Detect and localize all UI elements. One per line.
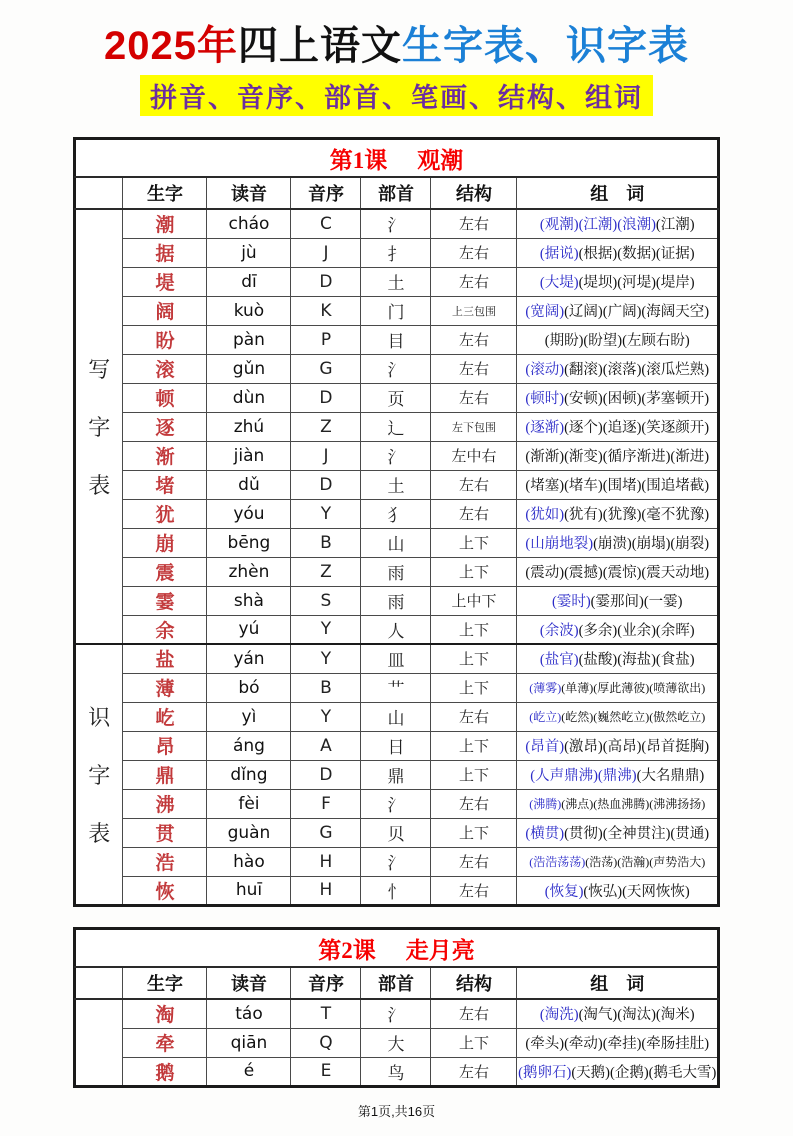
character-cell: 阔 [123, 296, 207, 325]
pinyin-cell: yì [207, 702, 291, 731]
pinyin-cell: áng [207, 731, 291, 760]
lesson-name: 走月亮 [405, 937, 475, 963]
alphabetical-order-cell: Y [291, 499, 361, 528]
words-cell [517, 383, 718, 412]
pinyin-cell: dī [207, 267, 291, 296]
words-cell [517, 557, 718, 586]
words-regular: (牵头)(牵动)(牵挂)(牵肠挂肚) [525, 1036, 710, 1052]
character-cell: 鹅 [123, 1057, 207, 1086]
structure-cell: 上三包围 [431, 296, 517, 325]
pinyin-cell: kuò [207, 296, 291, 325]
character-cell: 潮 [123, 209, 207, 238]
character-cell: 浩 [123, 847, 207, 876]
words-highlighted: (屹立) [529, 710, 562, 724]
words-cell [517, 702, 718, 731]
words-cell [517, 876, 718, 905]
structure-cell: 上下 [431, 528, 517, 557]
pinyin-cell: yú [207, 615, 291, 644]
character-row [75, 876, 718, 905]
character-cell: 堵 [123, 470, 207, 499]
words-regular: (屹然)(巍然屹立)(傲然屹立) [561, 710, 706, 724]
words-cell [517, 1057, 718, 1086]
page-title-part: 生字表、识字表 [401, 24, 689, 68]
words-cell [517, 1028, 718, 1057]
words-cell [517, 354, 718, 383]
words-regular: (震动)(震撼)(震惊)(震天动地) [525, 565, 710, 581]
words-cell [517, 731, 718, 760]
group-label-empty [75, 999, 123, 1086]
lesson-title-row [75, 139, 718, 177]
column-header: 音序 [291, 177, 361, 209]
character-cell: 贯 [123, 818, 207, 847]
character-cell: 震 [123, 557, 207, 586]
words-cell [517, 999, 718, 1028]
character-cell: 渐 [123, 441, 207, 470]
words-cell [517, 615, 718, 644]
words-cell [517, 789, 718, 818]
words-regular: (贯彻)(全神贯注)(贯通) [564, 826, 710, 842]
structure-cell: 左右 [431, 847, 517, 876]
structure-cell: 左右 [431, 702, 517, 731]
alphabetical-order-cell: Y [291, 615, 361, 644]
group-label-char: 字 [88, 415, 111, 440]
words-regular: (翻滚)(滚落)(滚瓜烂熟) [564, 362, 710, 378]
radical-cell: 门 [361, 296, 431, 325]
structure-cell: 上下 [431, 557, 517, 586]
character-row [75, 383, 718, 412]
character-cell: 崩 [123, 528, 207, 557]
words-cell [517, 499, 718, 528]
column-header-row [75, 177, 718, 209]
lesson-number: 第1课 [329, 147, 388, 173]
column-header: 读音 [207, 177, 291, 209]
radical-cell: 辶 [361, 412, 431, 441]
pinyin-cell: yán [207, 644, 291, 673]
character-row [75, 238, 718, 267]
alphabetical-order-cell: Y [291, 644, 361, 673]
words-regular: (激昂)(高昂)(昂首挺胸) [564, 739, 710, 755]
structure-cell: 左下包围 [431, 412, 517, 441]
words-regular: (渐渐)(渐变)(循序渐进)(渐进) [525, 449, 710, 465]
column-header: 部首 [361, 177, 431, 209]
words-regular: (霎那间)(一霎) [590, 594, 683, 610]
radical-cell: 大 [361, 1028, 431, 1057]
character-cell: 屹 [123, 702, 207, 731]
words-highlighted: (薄雾) [529, 681, 562, 695]
corner-cell [75, 967, 123, 999]
words-highlighted: (盐官) [539, 652, 579, 669]
words-highlighted: (大堤) [539, 275, 579, 291]
radical-cell: 雨 [361, 557, 431, 586]
words-cell [517, 586, 718, 615]
pinyin-cell: cháo [207, 209, 291, 238]
radical-cell: 氵 [361, 441, 431, 470]
alphabetical-order-cell: D [291, 267, 361, 296]
alphabetical-order-cell: G [291, 818, 361, 847]
character-row [75, 209, 718, 238]
structure-cell: 左中右 [431, 441, 517, 470]
column-header: 结构 [431, 177, 517, 209]
character-row [75, 528, 718, 557]
lesson-number: 第2课 [318, 937, 376, 963]
group-label-char: 字 [88, 763, 111, 788]
structure-cell: 上下 [431, 818, 517, 847]
structure-cell: 左右 [431, 876, 517, 905]
words-regular: (堵塞)(堵车)(围堵)(围追堵截) [525, 478, 710, 494]
structure-cell: 左右 [431, 209, 517, 238]
group-label-char: 表 [88, 821, 111, 846]
structure-cell: 上下 [431, 673, 517, 702]
words-regular: (根据)(数据)(证据) [578, 246, 695, 262]
lesson-title [75, 929, 718, 967]
character-cell: 薄 [123, 673, 207, 702]
alphabetical-order-cell: D [291, 383, 361, 412]
words-cell [517, 267, 718, 296]
column-header: 生字 [123, 967, 207, 999]
radical-cell: 氵 [361, 354, 431, 383]
character-cell: 盼 [123, 325, 207, 354]
pinyin-cell: dǔ [207, 470, 291, 499]
character-cell: 逐 [123, 412, 207, 441]
pinyin-cell: jù [207, 238, 291, 267]
alphabetical-order-cell: K [291, 296, 361, 325]
character-cell: 恢 [123, 876, 207, 905]
character-cell: 霎 [123, 586, 207, 615]
page-subtitle: 拼音、音序、部首、笔画、结构、组词 [140, 75, 653, 116]
structure-cell: 上下 [431, 760, 517, 789]
alphabetical-order-cell: P [291, 325, 361, 354]
words-highlighted: (余波) [539, 622, 579, 639]
alphabetical-order-cell: T [291, 999, 361, 1028]
pinyin-cell: dùn [207, 383, 291, 412]
character-row [75, 412, 718, 441]
page-subtitle-row [0, 75, 793, 116]
alphabetical-order-cell: C [291, 209, 361, 238]
radical-cell: 氵 [361, 999, 431, 1028]
words-highlighted: (据说) [539, 246, 579, 262]
words-cell [517, 209, 718, 238]
alphabetical-order-cell: Z [291, 557, 361, 586]
alphabetical-order-cell: B [291, 528, 361, 557]
page-title [0, 14, 793, 71]
character-row [75, 296, 718, 325]
pinyin-cell: bēng [207, 528, 291, 557]
group-label-xiezibiao [75, 209, 123, 644]
structure-cell: 左右 [431, 383, 517, 412]
alphabetical-order-cell: Q [291, 1028, 361, 1057]
group-label-text [76, 701, 123, 848]
alphabetical-order-cell: J [291, 441, 361, 470]
structure-cell: 上下 [431, 615, 517, 644]
character-cell: 鼎 [123, 760, 207, 789]
words-regular: (天鹅)(企鹅)(鹅毛大雪) [571, 1064, 717, 1081]
column-header: 结构 [431, 967, 517, 999]
character-row [75, 999, 718, 1028]
character-row [75, 354, 718, 383]
lesson-name: 观潮 [417, 147, 464, 173]
words-highlighted: (宽阔) [525, 304, 565, 320]
words-regular: (期盼)(盼望)(左顾右盼) [544, 333, 690, 349]
character-row [75, 325, 718, 354]
alphabetical-order-cell: Y [291, 702, 361, 731]
page-title-part: 四上语文 [237, 24, 402, 68]
words-cell [517, 238, 718, 267]
radical-cell: 扌 [361, 238, 431, 267]
words-highlighted: (浩浩荡荡) [529, 855, 586, 869]
character-cell: 盐 [123, 644, 207, 673]
structure-cell: 左右 [431, 1057, 517, 1086]
words-regular: (单薄)(厚此薄彼)(喷薄欲出) [561, 681, 706, 695]
column-header: 组 词 [517, 967, 718, 999]
structure-cell: 上下 [431, 731, 517, 760]
radical-cell: 雨 [361, 586, 431, 615]
words-highlighted: (淘洗) [539, 1007, 579, 1024]
radical-cell: 艹 [361, 673, 431, 702]
radical-cell: 贝 [361, 818, 431, 847]
group-label-text [76, 353, 123, 500]
pinyin-cell: dǐng [207, 760, 291, 789]
words-highlighted: (观潮)(江潮)(浪潮) [539, 217, 656, 234]
words-cell [517, 441, 718, 470]
character-row [75, 818, 718, 847]
group-label-char: 写 [88, 357, 111, 382]
words-highlighted: (恢复) [544, 883, 584, 900]
radical-cell: 土 [361, 470, 431, 499]
words-highlighted: (横贯) [525, 826, 565, 842]
lesson-title-row [75, 929, 718, 967]
words-highlighted: (山崩地裂) [525, 536, 594, 552]
words-regular: (逐个)(追逐)(笑逐颜开) [564, 420, 710, 436]
pinyin-cell: huī [207, 876, 291, 905]
structure-cell: 左右 [431, 354, 517, 383]
words-cell [517, 644, 718, 673]
radical-cell: 页 [361, 383, 431, 412]
words-highlighted: (逐渐) [525, 420, 565, 436]
words-highlighted: (犹如) [525, 507, 565, 523]
alphabetical-order-cell: G [291, 354, 361, 383]
words-highlighted: (霎时) [552, 594, 591, 610]
words-regular: (恢弘)(天网恢恢) [583, 883, 690, 900]
pinyin-cell: gǔn [207, 354, 291, 383]
lesson-table [74, 928, 719, 1087]
pinyin-cell: hào [207, 847, 291, 876]
words-cell [517, 325, 718, 354]
character-row [75, 644, 718, 673]
lesson-tables-container [0, 138, 793, 1087]
pinyin-cell: yóu [207, 499, 291, 528]
pinyin-cell: é [207, 1057, 291, 1086]
words-regular: (崩溃)(崩塌)(崩裂) [593, 536, 710, 552]
radical-cell: 鼎 [361, 760, 431, 789]
words-regular: (浩荡)(浩瀚)(声势浩大) [585, 855, 706, 869]
character-row [75, 731, 718, 760]
alphabetical-order-cell: A [291, 731, 361, 760]
words-highlighted: (鹅卵石) [518, 1064, 572, 1081]
alphabetical-order-cell: F [291, 789, 361, 818]
words-regular: (辽阔)(广阔)(海阔天空) [564, 304, 710, 320]
radical-cell: 人 [361, 615, 431, 644]
radical-cell: 山 [361, 702, 431, 731]
corner-cell [75, 177, 123, 209]
character-cell: 淘 [123, 999, 207, 1028]
words-regular: (安顿)(困顿)(茅塞顿开) [564, 391, 710, 407]
pinyin-cell: pàn [207, 325, 291, 354]
pinyin-cell: fèi [207, 789, 291, 818]
column-header: 生字 [123, 177, 207, 209]
alphabetical-order-cell: S [291, 586, 361, 615]
character-cell: 据 [123, 238, 207, 267]
character-cell: 顿 [123, 383, 207, 412]
words-cell [517, 847, 718, 876]
pinyin-cell: bó [207, 673, 291, 702]
words-highlighted: (昂首) [525, 739, 565, 755]
page-number: 第1页,共16页 [357, 1104, 436, 1119]
character-row [75, 789, 718, 818]
character-row [75, 1057, 718, 1086]
character-row [75, 586, 718, 615]
pinyin-cell: zhú [207, 412, 291, 441]
character-row [75, 702, 718, 731]
alphabetical-order-cell: J [291, 238, 361, 267]
words-cell [517, 673, 718, 702]
character-row [75, 760, 718, 789]
radical-cell: 土 [361, 267, 431, 296]
column-header: 音序 [291, 967, 361, 999]
character-row [75, 267, 718, 296]
page-title-part: 2025年 [104, 24, 238, 68]
words-cell [517, 296, 718, 325]
group-label-char: 识 [88, 705, 111, 730]
pinyin-cell: zhèn [207, 557, 291, 586]
radical-cell: 皿 [361, 644, 431, 673]
structure-cell: 上下 [431, 644, 517, 673]
structure-cell: 左右 [431, 999, 517, 1028]
words-regular: (沸点)(热血沸腾)(沸沸扬扬) [561, 797, 706, 811]
pinyin-cell: jiàn [207, 441, 291, 470]
column-header: 读音 [207, 967, 291, 999]
worksheet-page [0, 14, 793, 1136]
radical-cell: 氵 [361, 789, 431, 818]
lesson-table [74, 138, 719, 906]
words-regular: (多余)(业余)(余晖) [578, 622, 695, 639]
character-row [75, 847, 718, 876]
structure-cell: 左右 [431, 238, 517, 267]
group-label-shizibiao [75, 644, 123, 905]
alphabetical-order-cell: D [291, 760, 361, 789]
pinyin-cell: shà [207, 586, 291, 615]
words-regular: (江潮) [655, 217, 695, 234]
alphabetical-order-cell: H [291, 876, 361, 905]
character-cell: 昂 [123, 731, 207, 760]
structure-cell: 上下 [431, 1028, 517, 1057]
character-row [75, 673, 718, 702]
pinyin-cell: guàn [207, 818, 291, 847]
words-highlighted: (沸腾) [529, 797, 562, 811]
words-regular: (淘气)(淘汰)(淘米) [578, 1007, 695, 1024]
character-row [75, 1028, 718, 1057]
alphabetical-order-cell: B [291, 673, 361, 702]
alphabetical-order-cell: D [291, 470, 361, 499]
character-cell: 牵 [123, 1028, 207, 1057]
structure-cell: 上中下 [431, 586, 517, 615]
character-cell: 沸 [123, 789, 207, 818]
words-cell [517, 412, 718, 441]
radical-cell: 忄 [361, 876, 431, 905]
radical-cell: 目 [361, 325, 431, 354]
character-cell: 犹 [123, 499, 207, 528]
character-cell: 余 [123, 615, 207, 644]
pinyin-cell: qiān [207, 1028, 291, 1057]
words-highlighted: (人声鼎沸)(鼎沸) [530, 768, 637, 784]
radical-cell: 犭 [361, 499, 431, 528]
words-regular: (大名鼎鼎) [636, 768, 705, 784]
character-cell: 滚 [123, 354, 207, 383]
radical-cell: 氵 [361, 209, 431, 238]
words-cell [517, 528, 718, 557]
words-cell [517, 760, 718, 789]
structure-cell: 左右 [431, 499, 517, 528]
group-label-char: 表 [88, 473, 111, 498]
structure-cell: 左右 [431, 470, 517, 499]
radical-cell: 氵 [361, 847, 431, 876]
words-regular: (堤坝)(河堤)(堤岸) [578, 275, 695, 291]
structure-cell: 左右 [431, 789, 517, 818]
character-row [75, 499, 718, 528]
column-header: 组 词 [517, 177, 718, 209]
words-cell [517, 818, 718, 847]
words-cell [517, 470, 718, 499]
lesson-title [75, 139, 718, 177]
radical-cell: 山 [361, 528, 431, 557]
radical-cell: 日 [361, 731, 431, 760]
words-regular: (犹有)(犹豫)(毫不犹豫) [564, 507, 710, 523]
column-header-row [75, 967, 718, 999]
structure-cell: 左右 [431, 325, 517, 354]
character-row [75, 615, 718, 644]
column-header: 部首 [361, 967, 431, 999]
character-row [75, 557, 718, 586]
character-row [75, 470, 718, 499]
words-highlighted: (顿时) [525, 391, 565, 407]
radical-cell: 鸟 [361, 1057, 431, 1086]
pinyin-cell: táo [207, 999, 291, 1028]
character-row [75, 441, 718, 470]
words-regular: (盐酸)(海盐)(食盐) [578, 652, 695, 669]
alphabetical-order-cell: H [291, 847, 361, 876]
alphabetical-order-cell: Z [291, 412, 361, 441]
structure-cell: 左右 [431, 267, 517, 296]
character-cell: 堤 [123, 267, 207, 296]
words-highlighted: (滚动) [525, 362, 565, 378]
alphabetical-order-cell: E [291, 1057, 361, 1086]
